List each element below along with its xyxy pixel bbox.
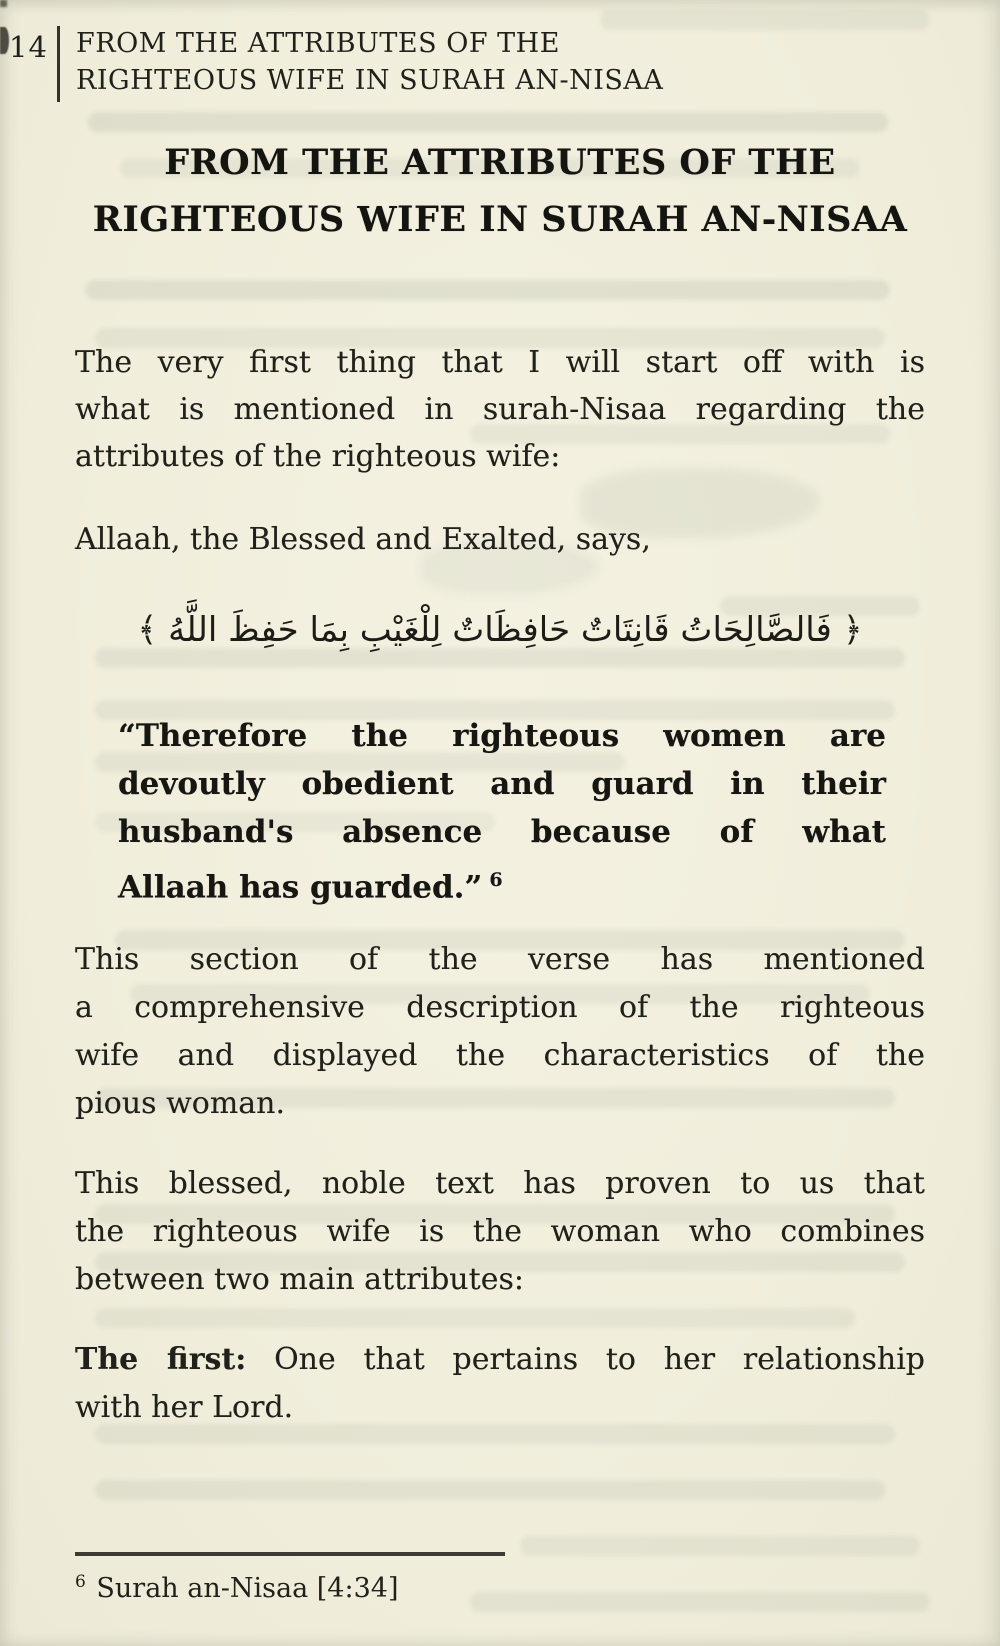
bleed-through-artifact [85,280,890,300]
chapter-title-line1: FROM THE ATTRIBUTES OF THE [164,142,836,183]
text-line: The very first thing that I will start off with is [75,345,925,380]
footnote-reference: 6 [489,869,503,891]
footnote-number: 6 [75,1572,86,1592]
text-line: pious woman. [75,1086,286,1121]
text-line [75,1336,925,1384]
footnote-rule [75,1552,505,1556]
scan-edge-mark [0,0,7,7]
bleed-through-artifact [88,112,888,132]
text-line: between two main attributes: [75,1262,524,1297]
text-line: This section of the verse has mentioned [75,942,925,977]
text-line: attributes of the righteous wife: [75,439,561,474]
footnote-text: Surah an-Nisaa [4:34] [87,1573,399,1604]
bleed-through-artifact [470,1592,930,1612]
text-line: devoutly obedient and guard in their [118,766,886,802]
text-line: with her Lord. [75,1390,294,1425]
running-header-line1: FROM THE ATTRIBUTES OF THE [76,28,560,59]
first-attribute-text: One that pertains to her relationship [246,1342,926,1377]
verse-translation [118,712,886,911]
scan-edge-mark [0,27,9,54]
paragraph-intro [75,339,925,480]
paragraph-section [75,936,925,1128]
chapter-title [0,134,1000,248]
header-divider [57,26,60,102]
paragraph-blessed [75,1160,925,1304]
page-number: 14 [9,30,48,64]
bleed-through-artifact [520,1536,920,1556]
text-line: wife and displayed the characteristics of the [75,1038,925,1073]
text-line: husband's absence because of what [118,814,886,850]
translation-last-line: Allaah has guarded.” [118,869,483,906]
running-header-line2: RIGHTEOUS WIFE IN SURAH AN-NISAA [76,65,664,96]
paragraph-first-attribute [75,1336,925,1432]
text-line: “Therefore the righteous women are [118,718,886,754]
bleed-through-artifact [95,1480,885,1500]
text-line [118,856,886,911]
text-line: a comprehensive description of the righteous [75,990,925,1025]
first-attribute-label: The first: [75,1342,247,1377]
paragraph-says: Allaah, the Blessed and Exalted, says, [75,522,651,557]
text-line: what is mentioned in surah-Nisaa regarding the [75,392,925,427]
bleed-through-artifact [95,1308,855,1328]
chapter-title-line2: RIGHTEOUS WIFE IN SURAH AN-NISAA [92,199,908,240]
text-line: the righteous wife is the woman who combines [75,1214,925,1249]
quran-verse-arabic: ﴿ فَالصَّالِحَاتُ قَانِتَاتٌ حَافِظَاتٌ لِلْغَيْبِ بِمَا حَفِظَ اللَّهُ ﴾ [137,610,863,650]
text-line: This blessed, noble text has proven to us that [75,1166,925,1201]
running-header [76,25,663,99]
footnote [75,1572,398,1604]
